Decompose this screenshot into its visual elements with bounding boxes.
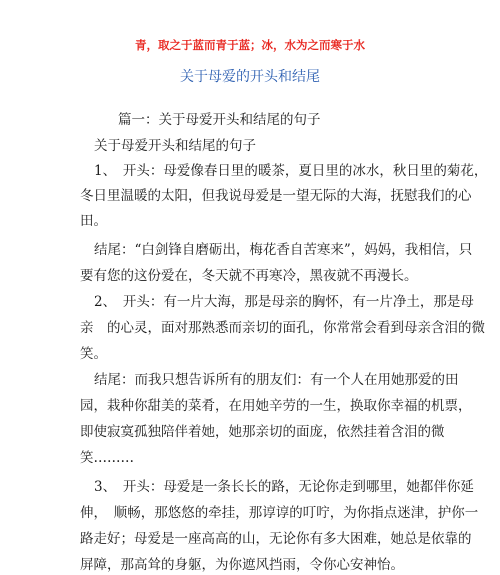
paragraph-line: 园，栽种你甜美的菜肴，在用她辛劳的一生，换取你幸福的机票，: [80, 398, 472, 414]
paragraph-line: 即使寂寞孤独陪伴着她，她那亲切的面庞，依然挂着含泪的微: [80, 424, 445, 440]
paragraph-line: 伸， 顺畅，那悠悠的牵挂，那谆谆的叮咛，为你指点迷津，护你一: [80, 505, 479, 521]
paragraph-line: 结尾：而我只想告诉所有的朋友们：有一个人在用她那爱的田: [94, 372, 459, 388]
paragraph-line: 路走好；母爱是一座高高的山，无论你有多大困难，她总是依靠的: [80, 531, 472, 547]
section-heading: 篇一：关于母爱开头和结尾的句子: [118, 112, 321, 128]
paragraph-line: 笑。: [80, 346, 107, 362]
document-title: 关于母爱的开头和结尾: [180, 69, 320, 85]
paragraph-line: 笑………: [80, 450, 134, 466]
paragraph-line: 冬日里温暖的太阳，但我说母爱是一望无际的大海，抚慰我们的心: [80, 188, 472, 204]
paragraph-line: 要有您的这份爱在，冬天就不再寒冷，黑夜就不再漫长。: [80, 268, 418, 284]
paragraph-line: 亲 的心灵，面对那熟悉而亲切的面孔，你常常会看到母亲含泪的微: [80, 320, 485, 336]
header-motto: 青，取之于蓝而青于蓝；冰，水为之而寒于水: [135, 38, 365, 52]
paragraph-line: 结尾：“白剑锋自磨砺出，梅花香自苦寒来”，妈妈，我相信，只: [94, 242, 473, 258]
subheading: 关于母爱开头和结尾的句子: [94, 138, 256, 154]
paragraph-line: 1、 开头：母爱像春日里的暖茶，夏日里的冰水，秋日里的菊花，: [94, 163, 488, 179]
paragraph-line: 田。: [80, 213, 107, 229]
paragraph-line: 3、 开头：母爱是一条长长的路，无论你走到哪里，她都伴你延: [94, 479, 474, 495]
paragraph-line: 2、 开头：有一片大海，那是母亲的胸怀，有一片净土，那是母: [94, 294, 474, 310]
paragraph-line: 屏障，那高耸的身躯，为你遮风挡雨，令你心安神怡。: [80, 557, 404, 573]
